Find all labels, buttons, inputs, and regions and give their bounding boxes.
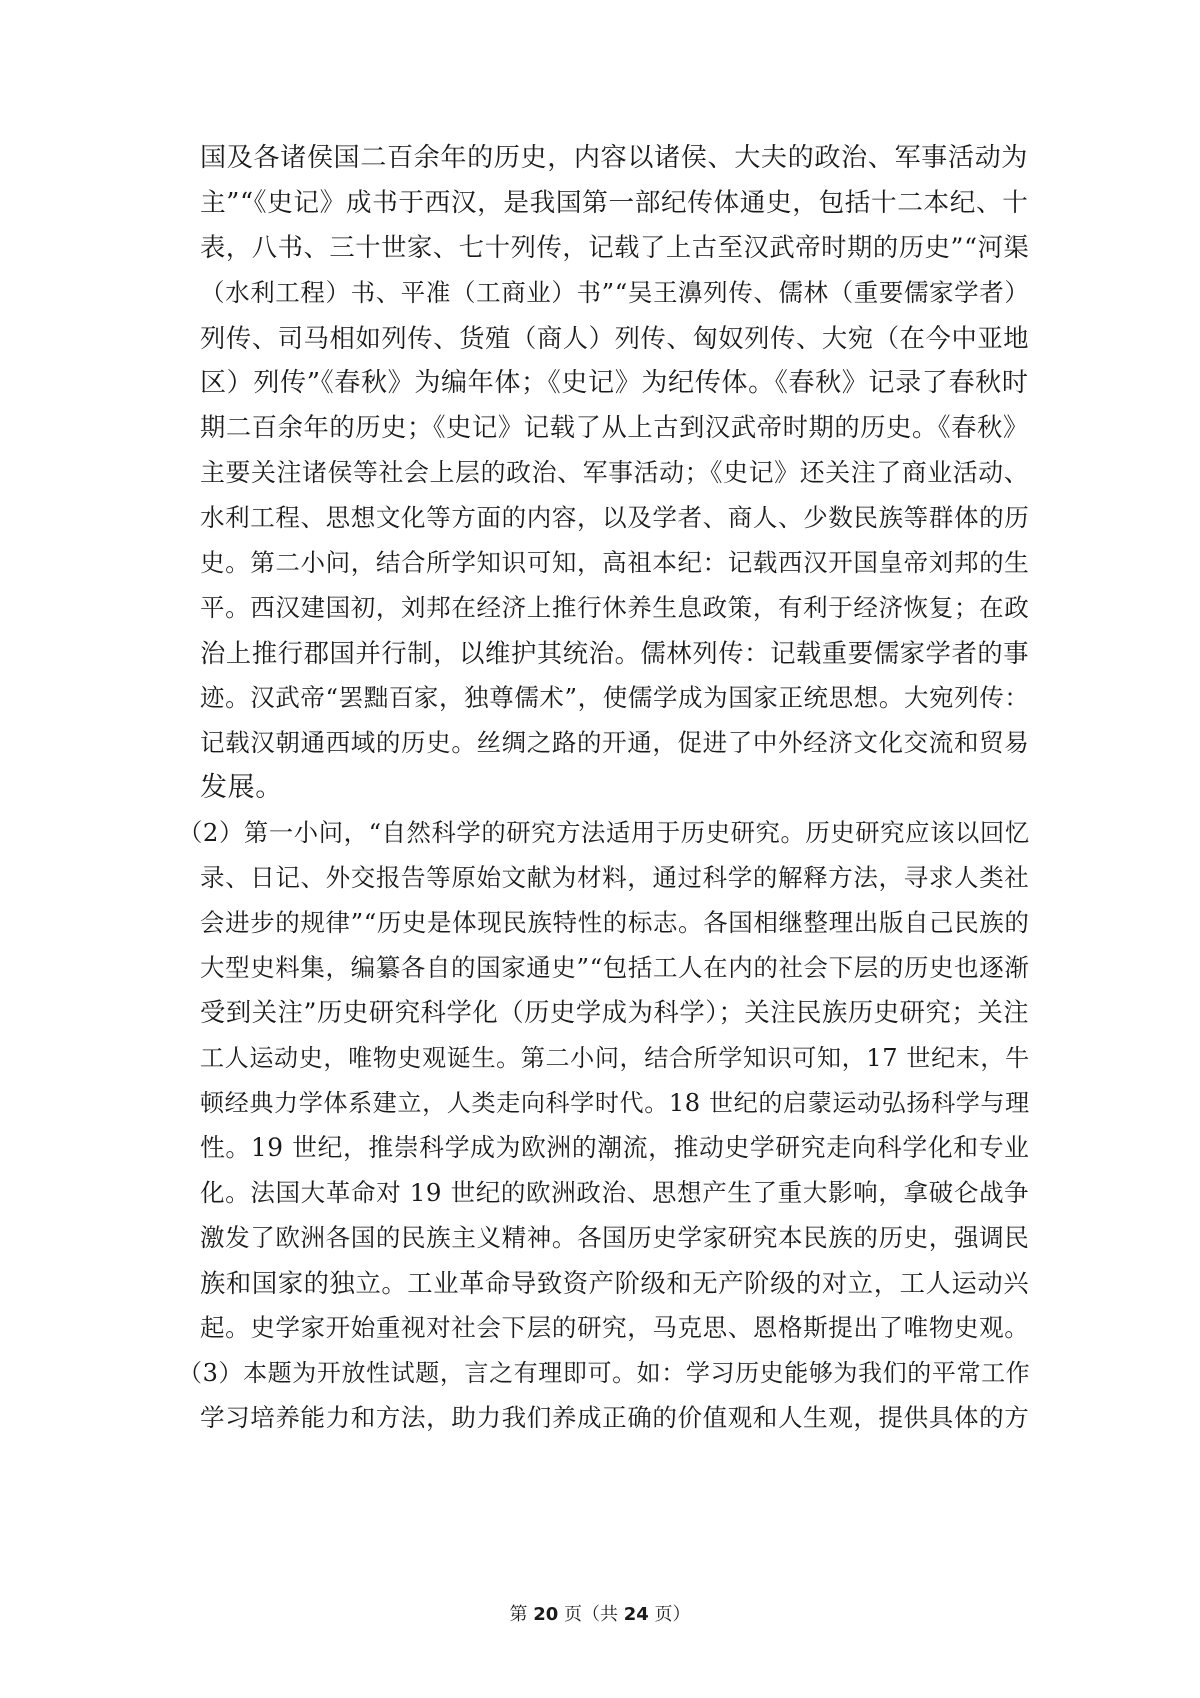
text-line: 期二百余年的历史；《史记》记载了从上古到汉武帝时期的历史。《春秋》 [200,413,1029,442]
text-line: 大型史料集，编纂各自的国家通史”“包括工人在内的社会下层的历史也逐渐 [200,953,1030,982]
text-line: 工人运动史，唯物史观诞生。第二小问，结合所学知识可知，17 世纪末，牛 [200,1044,1030,1072]
total-pages: 24 [623,1604,649,1625]
text-line: 主要关注诸侯等社会上层的政治、军事活动；《史记》还关注了商业活动、 [200,458,1030,487]
text-line: 起。史学家开始重视对社会下层的研究，马克思、恩格斯提出了唯物史观。 [200,1313,1030,1342]
text-line: 列传、司马相如列传、货殖（商人）列传、匈奴列传、大宛（在今中亚地 [200,323,1030,353]
text-line: 顿经典力学体系建立，人类走向科学时代。18 世纪的启蒙运动弘扬科学与理 [200,1089,1030,1117]
text-line: （水利工程）书、平准（工商业）书”“吴王濞列传、儒林（重要儒家学者） [200,278,1030,307]
text-line: 会进步的规律”“历史是体现民族特性的标志。各国相继整理出版自己民族的 [200,908,1030,937]
text-line: 平。西汉建国初，刘邦在经济上推行休养生息政策，有利于经济恢复；在政 [200,593,1030,622]
text-line: 发展。 [200,772,283,803]
text-line: 治上推行郡国并行制，以维护其统治。儒林列传：记载重要儒家学者的事 [200,638,1030,668]
footer-suffix: 页） [648,1604,691,1625]
text-line: 史。第二小问，结合所学知识可知，高祖本纪：记载西汉开国皇帝刘邦的生 [200,548,1030,577]
text-line: 表，八书、三十世家、七十列传，记载了上古至汉武帝时期的历史”“河渠 [200,233,1030,262]
footer-middle: 页（共 [558,1604,624,1625]
text-line: （2）第一小问，“自然科学的研究方法适用于历史研究。历史研究应该以回忆 [178,818,1030,847]
page-number: 20 [533,1604,559,1625]
text-line: 性。19 世纪，推崇科学成为欧洲的潮流，推动史学研究走向科学化和专业 [200,1133,1030,1162]
text-line: 激发了欧洲各国的民族主义精神。各国历史学家研究本民族的历史，强调民 [200,1223,1030,1252]
text-line: 水利工程、思想文化等方面的内容，以及学者、商人、少数民族等群体的历 [200,503,1030,532]
text-line: 录、日记、外交报告等原始文献为材料，通过科学的解释方法，寻求人类社 [200,863,1030,892]
text-line: 区）列传”《春秋》为编年体；《史记》为纪传体。《春秋》记录了春秋时 [200,368,1029,398]
text-line: 记载汉朝通西域的历史。丝绸之路的开通，促进了中外经济文化交流和贸易 [200,728,1030,757]
page-footer [0,1603,1200,1627]
text-line: 主”“《史记》成书于西汉，是我国第一部纪传体通史，包括十二本纪、十 [200,188,1029,218]
text-line: 学习培养能力和方法，助力我们养成正确的价值观和人生观，提供具体的方 [200,1403,1030,1432]
text-line: 族和国家的独立。工业革命导致资产阶级和无产阶级的对立，工人运动兴 [200,1268,1030,1298]
text-line: 迹。汉武帝“罢黜百家，独尊儒术”，使儒学成为国家正统思想。大宛列传： [200,683,1030,712]
text-line: 化。法国大革命对 19 世纪的欧洲政治、思想产生了重大影响，拿破仑战争 [200,1178,1030,1207]
text-line: 受到关注”历史研究科学化（历史学成为科学）；关注民族历史研究；关注 [200,998,1030,1027]
text-line: （3）本题为开放性试题，言之有理即可。如：学习历史能够为我们的平常工作 [178,1359,1031,1387]
footer-prefix: 第 [509,1604,534,1625]
text-line: 国及各诸侯国二百余年的历史，内容以诸侯、大夫的政治、军事活动为 [200,143,1028,173]
